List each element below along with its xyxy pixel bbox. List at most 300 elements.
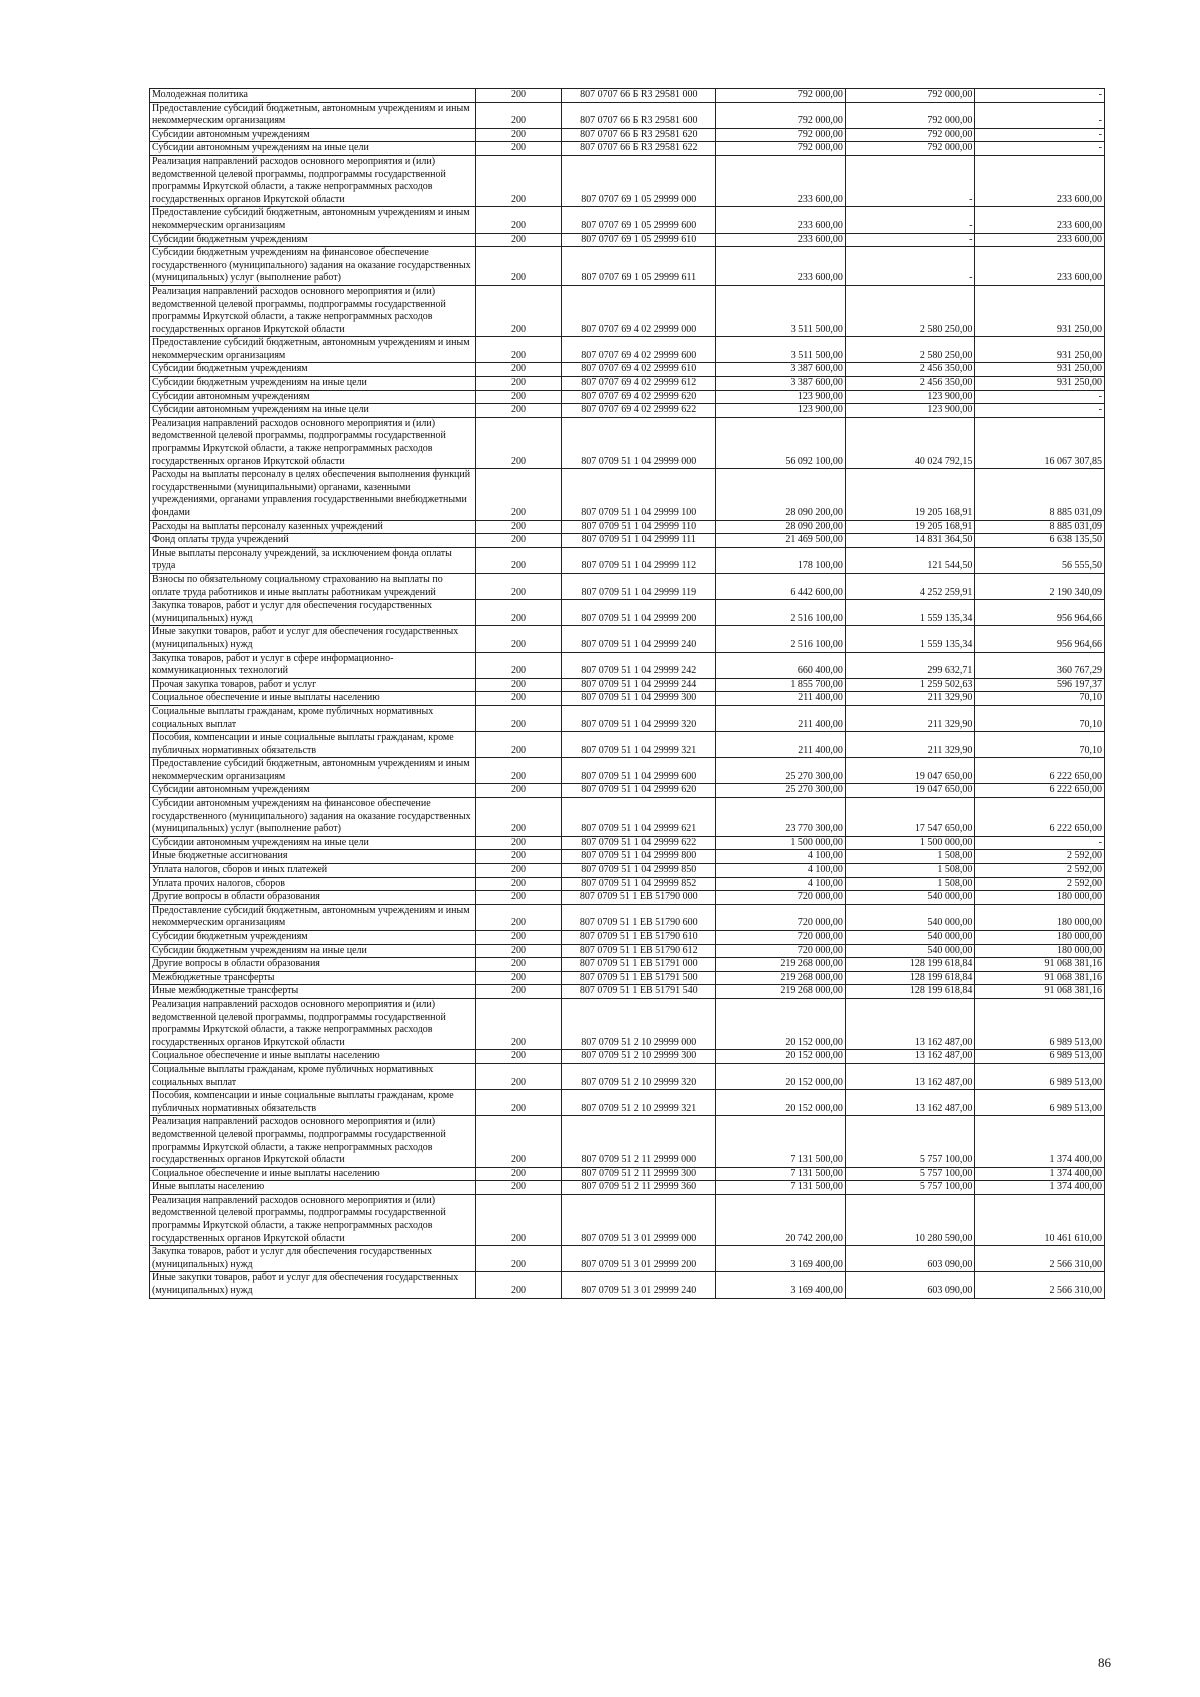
row-kbk-cell: 807 0707 69 4 02 29999 600 — [562, 337, 716, 363]
table-row — [150, 1116, 1105, 1167]
row-kbk-cell: 807 0707 69 1 05 29999 610 — [562, 233, 716, 247]
approved-amount-cell: 7 131 500,00 — [716, 1116, 846, 1167]
approved-amount-cell: 1 500 000,00 — [716, 836, 846, 850]
table-row — [150, 1050, 1105, 1064]
row-name-cell: Иные бюджетные ассигнования — [150, 850, 476, 864]
row-name-cell: Закупка товаров, работ и услуг для обеспечения государственных (муниципальных) нужд — [150, 600, 476, 626]
row-kbk-cell: 807 0709 51 1 04 29999 321 — [562, 732, 716, 758]
row-name-cell: Закупка товаров, работ и услуг для обеспечения государственных (муниципальных) нужд — [150, 1246, 476, 1272]
table-row — [150, 142, 1105, 156]
row-kbk-cell: 807 0707 69 1 05 29999 611 — [562, 247, 716, 286]
row-name-cell: Пособия, компенсации и иные социальные выплаты гражданам, кроме публичных нормативных обязательств — [150, 732, 476, 758]
row-name-cell: Субсидии бюджетным учреждениям на иные цели — [150, 944, 476, 958]
unexecuted-amount-cell: 233 600,00 — [975, 155, 1105, 206]
row-name-cell: Социальные выплаты гражданам, кроме публичных нормативных социальных выплат — [150, 1063, 476, 1089]
row-kbk-cell: 807 0709 51 3 01 29999 000 — [562, 1194, 716, 1245]
unexecuted-amount-cell: 2 592,00 — [975, 877, 1105, 891]
row-name-cell: Другие вопросы в области образования — [150, 958, 476, 972]
unexecuted-amount-cell: 16 067 307,85 — [975, 417, 1105, 468]
executed-amount-cell: 1 508,00 — [845, 877, 975, 891]
executed-amount-cell: 211 329,90 — [845, 732, 975, 758]
approved-amount-cell: 792 000,00 — [716, 142, 846, 156]
row-code-cell: 200 — [475, 547, 561, 573]
approved-amount-cell: 178 100,00 — [716, 547, 846, 573]
row-kbk-cell: 807 0707 69 4 02 29999 620 — [562, 390, 716, 404]
executed-amount-cell: 128 199 618,84 — [845, 971, 975, 985]
unexecuted-amount-cell: 180 000,00 — [975, 931, 1105, 945]
table-row — [150, 864, 1105, 878]
executed-amount-cell: 19 047 650,00 — [845, 758, 975, 784]
table-row — [150, 520, 1105, 534]
approved-amount-cell: 56 092 100,00 — [716, 417, 846, 468]
table-row — [150, 705, 1105, 731]
row-code-cell: 200 — [475, 102, 561, 128]
table-row — [150, 784, 1105, 798]
approved-amount-cell: 720 000,00 — [716, 891, 846, 905]
row-kbk-cell: 807 0709 51 2 11 29999 300 — [562, 1167, 716, 1181]
executed-amount-cell: 211 329,90 — [845, 692, 975, 706]
row-name-cell: Расходы на выплаты персоналу казенных учреждений — [150, 520, 476, 534]
row-name-cell: Реализация направлений расходов основного мероприятия и (или) ведомственной целевой программы, подпрограммы государственной программы Иркутской области, а также непрограммных расходов государственных органов Иркутской области — [150, 998, 476, 1049]
unexecuted-amount-cell: 180 000,00 — [975, 904, 1105, 930]
unexecuted-amount-cell: 70,10 — [975, 705, 1105, 731]
unexecuted-amount-cell: 1 374 400,00 — [975, 1167, 1105, 1181]
executed-amount-cell: 5 757 100,00 — [845, 1116, 975, 1167]
table-row — [150, 89, 1105, 103]
executed-amount-cell: 40 024 792,15 — [845, 417, 975, 468]
unexecuted-amount-cell: 91 068 381,16 — [975, 985, 1105, 999]
approved-amount-cell: 3 511 500,00 — [716, 337, 846, 363]
row-code-cell: 200 — [475, 1050, 561, 1064]
executed-amount-cell: 1 508,00 — [845, 864, 975, 878]
table-row — [150, 404, 1105, 418]
executed-amount-cell: - — [845, 207, 975, 233]
executed-amount-cell: 540 000,00 — [845, 891, 975, 905]
table-row — [150, 877, 1105, 891]
approved-amount-cell: 3 387 600,00 — [716, 377, 846, 391]
unexecuted-amount-cell: 10 461 610,00 — [975, 1194, 1105, 1245]
row-code-cell: 200 — [475, 652, 561, 678]
row-kbk-cell: 807 0709 51 1 04 29999 850 — [562, 864, 716, 878]
row-code-cell: 200 — [475, 931, 561, 945]
row-code-cell: 200 — [475, 985, 561, 999]
executed-amount-cell: 5 757 100,00 — [845, 1181, 975, 1195]
row-kbk-cell: 807 0709 51 1 04 29999 244 — [562, 678, 716, 692]
approved-amount-cell: 233 600,00 — [716, 207, 846, 233]
row-code-cell: 200 — [475, 390, 561, 404]
executed-amount-cell: 1 559 135,34 — [845, 626, 975, 652]
row-kbk-cell: 807 0709 51 1 EB 51791 000 — [562, 958, 716, 972]
approved-amount-cell: 219 268 000,00 — [716, 971, 846, 985]
row-kbk-cell: 807 0707 69 1 05 29999 000 — [562, 155, 716, 206]
row-kbk-cell: 807 0707 69 4 02 29999 612 — [562, 377, 716, 391]
approved-amount-cell: 28 090 200,00 — [716, 520, 846, 534]
row-code-cell: 200 — [475, 128, 561, 142]
row-kbk-cell: 807 0709 51 2 11 29999 000 — [562, 1116, 716, 1167]
row-code-cell: 200 — [475, 798, 561, 837]
table-row — [150, 573, 1105, 599]
approved-amount-cell: 25 270 300,00 — [716, 758, 846, 784]
row-code-cell: 200 — [475, 285, 561, 336]
table-row — [150, 128, 1105, 142]
row-code-cell: 200 — [475, 207, 561, 233]
row-name-cell: Расходы на выплаты персоналу в целях обеспечения выполнения функций государственными (муниципальными) органами, казенными учреждениями, органами управления государственными внебюджетными фондами — [150, 469, 476, 520]
table-row — [150, 600, 1105, 626]
row-code-cell: 200 — [475, 573, 561, 599]
row-code-cell: 200 — [475, 1272, 561, 1298]
approved-amount-cell: 792 000,00 — [716, 128, 846, 142]
approved-amount-cell: 1 855 700,00 — [716, 678, 846, 692]
row-name-cell: Субсидии бюджетным учреждениям — [150, 363, 476, 377]
row-code-cell: 200 — [475, 958, 561, 972]
executed-amount-cell: 792 000,00 — [845, 128, 975, 142]
table-row — [150, 285, 1105, 336]
unexecuted-amount-cell: 956 964,66 — [975, 626, 1105, 652]
unexecuted-amount-cell: - — [975, 404, 1105, 418]
approved-amount-cell: 233 600,00 — [716, 155, 846, 206]
table-row — [150, 363, 1105, 377]
row-code-cell: 200 — [475, 971, 561, 985]
unexecuted-amount-cell: 180 000,00 — [975, 944, 1105, 958]
executed-amount-cell: 121 544,50 — [845, 547, 975, 573]
unexecuted-amount-cell: 6 638 135,50 — [975, 534, 1105, 548]
row-code-cell: 200 — [475, 732, 561, 758]
executed-amount-cell: - — [845, 233, 975, 247]
approved-amount-cell: 4 100,00 — [716, 864, 846, 878]
executed-amount-cell: 123 900,00 — [845, 390, 975, 404]
unexecuted-amount-cell: 91 068 381,16 — [975, 971, 1105, 985]
table-row — [150, 626, 1105, 652]
row-name-cell: Реализация направлений расходов основного мероприятия и (или) ведомственной целевой программы, подпрограммы государственной программы Иркутской области, а также непрограммных расходов государственных органов Иркутской области — [150, 1116, 476, 1167]
row-kbk-cell: 807 0709 51 1 EB 51791 500 — [562, 971, 716, 985]
unexecuted-amount-cell: - — [975, 89, 1105, 103]
approved-amount-cell: 211 400,00 — [716, 705, 846, 731]
table-row — [150, 850, 1105, 864]
approved-amount-cell: 211 400,00 — [716, 732, 846, 758]
approved-amount-cell: 20 742 200,00 — [716, 1194, 846, 1245]
row-name-cell: Взносы по обязательному социальному страхованию на выплаты по оплате труда работников и иные выплаты работникам учреждений — [150, 573, 476, 599]
table-row — [150, 337, 1105, 363]
row-name-cell: Предоставление субсидий бюджетным, автономным учреждениям и иным некоммерческим организациям — [150, 904, 476, 930]
table-row — [150, 377, 1105, 391]
table-row — [150, 155, 1105, 206]
row-name-cell: Субсидии автономным учреждениям — [150, 390, 476, 404]
table-row — [150, 1181, 1105, 1195]
executed-amount-cell: 128 199 618,84 — [845, 985, 975, 999]
row-kbk-cell: 807 0707 69 4 02 29999 000 — [562, 285, 716, 336]
row-code-cell: 200 — [475, 877, 561, 891]
unexecuted-amount-cell: 8 885 031,09 — [975, 520, 1105, 534]
row-kbk-cell: 807 0709 51 2 10 29999 000 — [562, 998, 716, 1049]
unexecuted-amount-cell: - — [975, 128, 1105, 142]
row-kbk-cell: 807 0709 51 1 04 29999 852 — [562, 877, 716, 891]
row-kbk-cell: 807 0709 51 1 04 29999 320 — [562, 705, 716, 731]
executed-amount-cell: 1 559 135,34 — [845, 600, 975, 626]
page-number: 86 — [1098, 1655, 1111, 1670]
row-name-cell: Иные закупки товаров, работ и услуг для обеспечения государственных (муниципальных) нужд — [150, 1272, 476, 1298]
unexecuted-amount-cell: 2 566 310,00 — [975, 1246, 1105, 1272]
unexecuted-amount-cell: 70,10 — [975, 692, 1105, 706]
table-row — [150, 652, 1105, 678]
row-name-cell: Реализация направлений расходов основного мероприятия и (или) ведомственной целевой программы, подпрограммы государственной программы Иркутской области, а также непрограммных расходов государственных органов Иркутской области — [150, 417, 476, 468]
executed-amount-cell: 19 205 168,91 — [845, 520, 975, 534]
table-row — [150, 1167, 1105, 1181]
unexecuted-amount-cell: 2 566 310,00 — [975, 1272, 1105, 1298]
row-kbk-cell: 807 0707 66 Б R3 29581 600 — [562, 102, 716, 128]
row-kbk-cell: 807 0709 51 2 11 29999 360 — [562, 1181, 716, 1195]
unexecuted-amount-cell: 2 592,00 — [975, 850, 1105, 864]
budget-table — [149, 88, 1105, 1299]
row-code-cell: 200 — [475, 89, 561, 103]
row-name-cell: Реализация направлений расходов основного мероприятия и (или) ведомственной целевой программы, подпрограммы государственной программы Иркутской области, а также непрограммных расходов государственных органов Иркутской области — [150, 1194, 476, 1245]
row-name-cell: Пособия, компенсации и иные социальные выплаты гражданам, кроме публичных нормативных обязательств — [150, 1090, 476, 1116]
unexecuted-amount-cell: 931 250,00 — [975, 337, 1105, 363]
executed-amount-cell: 2 456 350,00 — [845, 377, 975, 391]
approved-amount-cell: 219 268 000,00 — [716, 985, 846, 999]
approved-amount-cell: 720 000,00 — [716, 944, 846, 958]
row-code-cell: 200 — [475, 155, 561, 206]
row-name-cell: Субсидии автономным учреждениям на иные цели — [150, 404, 476, 418]
row-name-cell: Социальное обеспечение и иные выплаты населению — [150, 1167, 476, 1181]
approved-amount-cell: 233 600,00 — [716, 233, 846, 247]
table-row — [150, 692, 1105, 706]
approved-amount-cell: 7 131 500,00 — [716, 1167, 846, 1181]
row-code-cell: 200 — [475, 233, 561, 247]
executed-amount-cell: 13 162 487,00 — [845, 1050, 975, 1064]
row-name-cell: Предоставление субсидий бюджетным, автономным учреждениям и иным некоммерческим организациям — [150, 758, 476, 784]
row-code-cell: 200 — [475, 705, 561, 731]
table-row — [150, 1272, 1105, 1298]
executed-amount-cell: 211 329,90 — [845, 705, 975, 731]
row-kbk-cell: 807 0709 51 1 04 29999 200 — [562, 600, 716, 626]
row-code-cell: 200 — [475, 904, 561, 930]
executed-amount-cell: 540 000,00 — [845, 904, 975, 930]
row-kbk-cell: 807 0709 51 1 EB 51790 600 — [562, 904, 716, 930]
unexecuted-amount-cell: - — [975, 102, 1105, 128]
unexecuted-amount-cell: - — [975, 142, 1105, 156]
approved-amount-cell: 20 152 000,00 — [716, 998, 846, 1049]
unexecuted-amount-cell: 233 600,00 — [975, 247, 1105, 286]
executed-amount-cell: 128 199 618,84 — [845, 958, 975, 972]
table-row — [150, 469, 1105, 520]
row-kbk-cell: 807 0709 51 1 04 29999 620 — [562, 784, 716, 798]
unexecuted-amount-cell: 931 250,00 — [975, 363, 1105, 377]
approved-amount-cell: 211 400,00 — [716, 692, 846, 706]
approved-amount-cell: 3 169 400,00 — [716, 1246, 846, 1272]
table-row — [150, 207, 1105, 233]
unexecuted-amount-cell: 91 068 381,16 — [975, 958, 1105, 972]
row-kbk-cell: 807 0709 51 2 10 29999 300 — [562, 1050, 716, 1064]
row-kbk-cell: 807 0709 51 1 EB 51791 540 — [562, 985, 716, 999]
row-code-cell: 200 — [475, 1194, 561, 1245]
row-name-cell: Фонд оплаты труда учреждений — [150, 534, 476, 548]
row-code-cell: 200 — [475, 864, 561, 878]
row-kbk-cell: 807 0707 66 Б R3 29581 620 — [562, 128, 716, 142]
unexecuted-amount-cell: 70,10 — [975, 732, 1105, 758]
table-row — [150, 678, 1105, 692]
table-row — [150, 758, 1105, 784]
row-kbk-cell: 807 0709 51 1 04 29999 000 — [562, 417, 716, 468]
row-kbk-cell: 807 0709 51 1 04 29999 100 — [562, 469, 716, 520]
executed-amount-cell: 299 632,71 — [845, 652, 975, 678]
row-name-cell: Иные закупки товаров, работ и услуг для обеспечения государственных (муниципальных) нужд — [150, 626, 476, 652]
row-name-cell: Предоставление субсидий бюджетным, автономным учреждениям и иным некоммерческим организациям — [150, 337, 476, 363]
row-name-cell: Субсидии бюджетным учреждениям на иные цели — [150, 377, 476, 391]
executed-amount-cell: 792 000,00 — [845, 89, 975, 103]
executed-amount-cell: 13 162 487,00 — [845, 998, 975, 1049]
row-code-cell: 200 — [475, 520, 561, 534]
table-row — [150, 233, 1105, 247]
unexecuted-amount-cell: 233 600,00 — [975, 233, 1105, 247]
row-code-cell: 200 — [475, 469, 561, 520]
approved-amount-cell: 792 000,00 — [716, 102, 846, 128]
executed-amount-cell: 13 162 487,00 — [845, 1063, 975, 1089]
unexecuted-amount-cell: 6 989 513,00 — [975, 1090, 1105, 1116]
unexecuted-amount-cell: 1 374 400,00 — [975, 1181, 1105, 1195]
row-name-cell: Уплата налогов, сборов и иных платежей — [150, 864, 476, 878]
approved-amount-cell: 3 511 500,00 — [716, 285, 846, 336]
row-name-cell: Молодежная политика — [150, 89, 476, 103]
executed-amount-cell: 792 000,00 — [845, 102, 975, 128]
row-name-cell: Субсидии автономным учреждениям на финансовое обеспечение государственного (муниципального) задания на оказание государственных (муниципальных) услуг (выполнение работ) — [150, 798, 476, 837]
executed-amount-cell: 19 205 168,91 — [845, 469, 975, 520]
table-row — [150, 247, 1105, 286]
row-kbk-cell: 807 0707 69 4 02 29999 622 — [562, 404, 716, 418]
table-row — [150, 971, 1105, 985]
executed-amount-cell: 4 252 259,91 — [845, 573, 975, 599]
row-name-cell: Предоставление субсидий бюджетным, автономным учреждениям и иным некоммерческим организациям — [150, 207, 476, 233]
approved-amount-cell: 3 169 400,00 — [716, 1272, 846, 1298]
row-kbk-cell: 807 0709 51 1 04 29999 242 — [562, 652, 716, 678]
row-code-cell: 200 — [475, 1246, 561, 1272]
unexecuted-amount-cell: 360 767,29 — [975, 652, 1105, 678]
unexecuted-amount-cell: 931 250,00 — [975, 377, 1105, 391]
row-name-cell: Реализация направлений расходов основного мероприятия и (или) ведомственной целевой программы, подпрограммы государственной программы Иркутской области, а также непрограммных расходов государственных органов Иркутской области — [150, 285, 476, 336]
executed-amount-cell: 123 900,00 — [845, 404, 975, 418]
row-name-cell: Субсидии автономным учреждениям — [150, 128, 476, 142]
approved-amount-cell: 20 152 000,00 — [716, 1063, 846, 1089]
row-code-cell: 200 — [475, 1063, 561, 1089]
approved-amount-cell: 123 900,00 — [716, 404, 846, 418]
row-code-cell: 200 — [475, 337, 561, 363]
executed-amount-cell: - — [845, 155, 975, 206]
row-kbk-cell: 807 0709 51 2 10 29999 320 — [562, 1063, 716, 1089]
row-kbk-cell: 807 0709 51 1 04 29999 800 — [562, 850, 716, 864]
row-code-cell: 200 — [475, 836, 561, 850]
approved-amount-cell: 233 600,00 — [716, 247, 846, 286]
approved-amount-cell: 4 100,00 — [716, 850, 846, 864]
approved-amount-cell: 2 516 100,00 — [716, 626, 846, 652]
unexecuted-amount-cell: - — [975, 390, 1105, 404]
row-kbk-cell: 807 0709 51 3 01 29999 240 — [562, 1272, 716, 1298]
row-name-cell: Субсидии бюджетным учреждениям на финансовое обеспечение государственного (муниципального) задания на оказание государственных (муниципальных) услуг (выполнение работ) — [150, 247, 476, 286]
executed-amount-cell: - — [845, 247, 975, 286]
row-code-cell: 200 — [475, 850, 561, 864]
row-kbk-cell: 807 0709 51 1 04 29999 240 — [562, 626, 716, 652]
unexecuted-amount-cell: 931 250,00 — [975, 285, 1105, 336]
table-row — [150, 958, 1105, 972]
row-kbk-cell: 807 0707 66 Б R3 29581 000 — [562, 89, 716, 103]
row-name-cell: Другие вопросы в области образования — [150, 891, 476, 905]
row-kbk-cell: 807 0709 51 1 EB 51790 610 — [562, 931, 716, 945]
row-name-cell: Социальные выплаты гражданам, кроме публичных нормативных социальных выплат — [150, 705, 476, 731]
unexecuted-amount-cell: - — [975, 836, 1105, 850]
unexecuted-amount-cell: 180 000,00 — [975, 891, 1105, 905]
row-name-cell: Предоставление субсидий бюджетным, автономным учреждениям и иным некоммерческим организациям — [150, 102, 476, 128]
unexecuted-amount-cell: 56 555,50 — [975, 547, 1105, 573]
row-kbk-cell: 807 0707 69 1 05 29999 600 — [562, 207, 716, 233]
row-name-cell: Субсидии автономным учреждениям на иные цели — [150, 142, 476, 156]
row-code-cell: 200 — [475, 377, 561, 391]
table-row — [150, 985, 1105, 999]
unexecuted-amount-cell: 596 197,37 — [975, 678, 1105, 692]
unexecuted-amount-cell: 6 989 513,00 — [975, 1050, 1105, 1064]
executed-amount-cell: 603 090,00 — [845, 1272, 975, 1298]
row-name-cell: Межбюджетные трансферты — [150, 971, 476, 985]
row-name-cell: Прочая закупка товаров, работ и услуг — [150, 678, 476, 692]
approved-amount-cell: 7 131 500,00 — [716, 1181, 846, 1195]
executed-amount-cell: 17 547 650,00 — [845, 798, 975, 837]
row-code-cell: 200 — [475, 1116, 561, 1167]
row-kbk-cell: 807 0709 51 1 04 29999 112 — [562, 547, 716, 573]
executed-amount-cell: 19 047 650,00 — [845, 784, 975, 798]
row-name-cell: Иные выплаты населению — [150, 1181, 476, 1195]
row-code-cell: 200 — [475, 998, 561, 1049]
table-row — [150, 417, 1105, 468]
row-kbk-cell: 807 0707 66 Б R3 29581 622 — [562, 142, 716, 156]
table-row — [150, 798, 1105, 837]
row-kbk-cell: 807 0707 69 4 02 29999 610 — [562, 363, 716, 377]
row-name-cell: Субсидии бюджетным учреждениям — [150, 931, 476, 945]
approved-amount-cell: 3 387 600,00 — [716, 363, 846, 377]
row-code-cell: 200 — [475, 678, 561, 692]
row-name-cell: Субсидии автономным учреждениям на иные цели — [150, 836, 476, 850]
unexecuted-amount-cell: 2 190 340,09 — [975, 573, 1105, 599]
unexecuted-amount-cell: 956 964,66 — [975, 600, 1105, 626]
table-row — [150, 1090, 1105, 1116]
executed-amount-cell: 540 000,00 — [845, 944, 975, 958]
row-name-cell: Иные выплаты персоналу учреждений, за исключением фонда оплаты труда — [150, 547, 476, 573]
approved-amount-cell: 720 000,00 — [716, 904, 846, 930]
table-row — [150, 998, 1105, 1049]
approved-amount-cell: 28 090 200,00 — [716, 469, 846, 520]
table-row — [150, 534, 1105, 548]
approved-amount-cell: 720 000,00 — [716, 931, 846, 945]
row-code-cell: 200 — [475, 600, 561, 626]
approved-amount-cell: 2 516 100,00 — [716, 600, 846, 626]
row-code-cell: 200 — [475, 1090, 561, 1116]
executed-amount-cell: 1 500 000,00 — [845, 836, 975, 850]
unexecuted-amount-cell: 6 989 513,00 — [975, 998, 1105, 1049]
row-name-cell: Реализация направлений расходов основного мероприятия и (или) ведомственной целевой программы, подпрограммы государственной программы Иркутской области, а также непрограммных расходов государственных органов Иркутской области — [150, 155, 476, 206]
table-row — [150, 904, 1105, 930]
row-kbk-cell: 807 0709 51 1 EB 51790 000 — [562, 891, 716, 905]
row-kbk-cell: 807 0709 51 1 04 29999 622 — [562, 836, 716, 850]
approved-amount-cell: 25 270 300,00 — [716, 784, 846, 798]
unexecuted-amount-cell: 8 885 031,09 — [975, 469, 1105, 520]
row-code-cell: 200 — [475, 626, 561, 652]
approved-amount-cell: 20 152 000,00 — [716, 1090, 846, 1116]
executed-amount-cell: 10 280 590,00 — [845, 1194, 975, 1245]
unexecuted-amount-cell: 1 374 400,00 — [975, 1116, 1105, 1167]
row-code-cell: 200 — [475, 247, 561, 286]
row-name-cell: Субсидии бюджетным учреждениям — [150, 233, 476, 247]
unexecuted-amount-cell: 6 222 650,00 — [975, 758, 1105, 784]
unexecuted-amount-cell: 2 592,00 — [975, 864, 1105, 878]
executed-amount-cell: 603 090,00 — [845, 1246, 975, 1272]
table-row — [150, 1246, 1105, 1272]
approved-amount-cell: 123 900,00 — [716, 390, 846, 404]
